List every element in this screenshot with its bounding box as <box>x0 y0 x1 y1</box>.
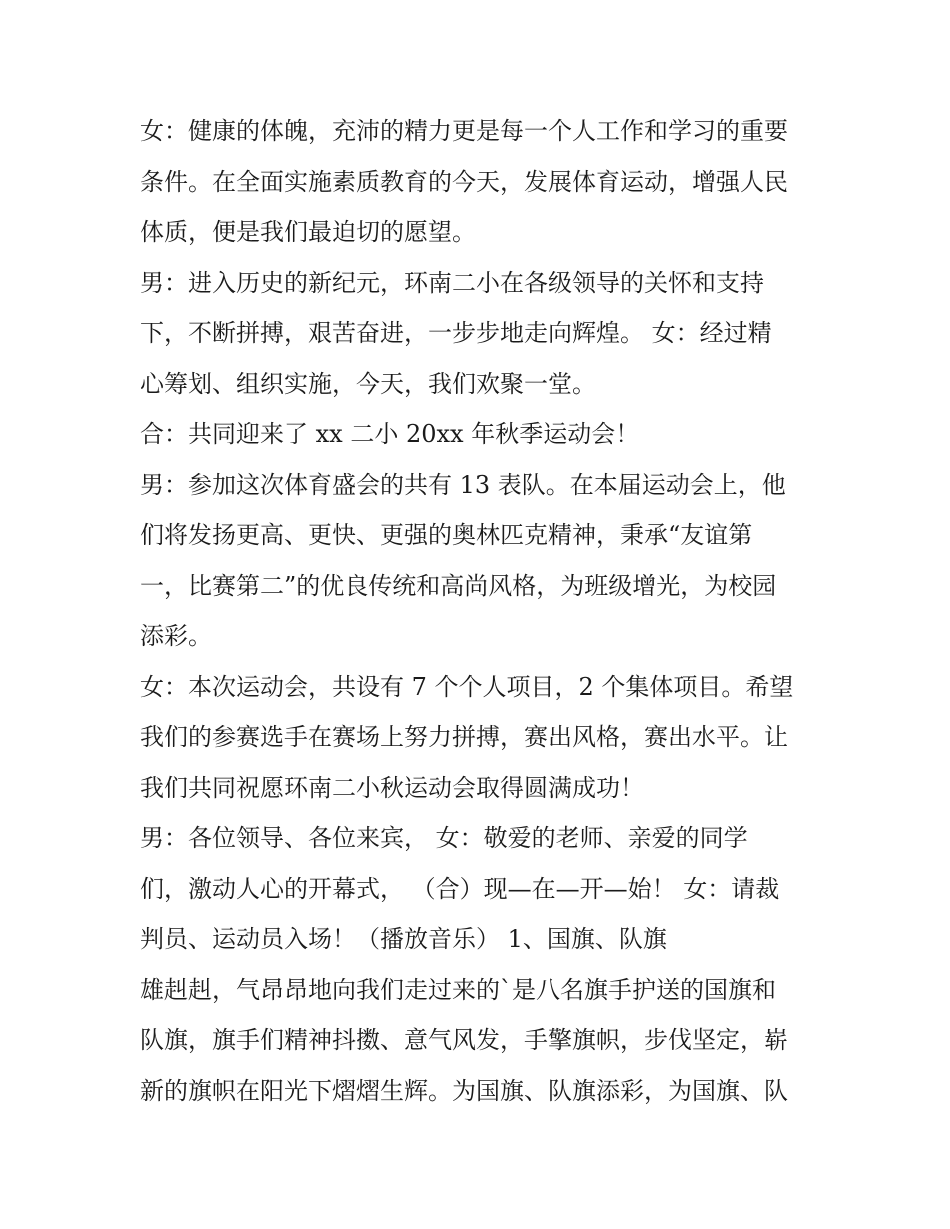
text-line: 体质，便是我们最迫切的愿望。 <box>140 218 476 246</box>
text-line: 男：各位领导、各位来宾， 女：敬爱的老师、亲爱的同学 <box>140 824 748 852</box>
text-line: 判员、运动员入场！（播放音乐） 1、国旗、队旗 <box>140 925 667 953</box>
text-line: 队旗，旗手们精神抖擞、意气风发，手擎旗帜，步伐坚定，崭 <box>140 1026 788 1054</box>
text-line: 女：健康的体魄，充沛的精力更是每一个人工作和学习的重要 <box>140 117 788 145</box>
text-line: 心筹划、组织实施，今天，我们欢聚一堂。 <box>140 370 596 398</box>
text-line: 合：共同迎来了 xx 二小 20xx 年秋季运动会！ <box>140 420 640 448</box>
text-line: 新的旗帜在阳光下熠熠生辉。为国旗、队旗添彩，为国旗、队 <box>140 1077 788 1105</box>
text-line: 女：本次运动会，共设有 7 个个人项目，2 个集体项目。希望 <box>140 673 794 701</box>
text-line: 雄赳赳，气昂昂地向我们走过来的`是八名旗手护送的国旗和 <box>140 976 776 1004</box>
text-line: 一，比赛第二”的优良传统和高尚风格，为班级增光，为校园 <box>140 572 777 600</box>
text-line: 们，激动人心的开幕式， （合）现—在—开—始！ 女：请裁 <box>140 875 780 903</box>
text-line: 男：参加这次体育盛会的共有 13 表队。在本届运动会上，他 <box>140 471 786 499</box>
text-line: 我们共同祝愿环南二小秋运动会取得圆满成功！ <box>140 774 644 802</box>
text-line: 我们的参赛选手在赛场上努力拼搏，赛出风格，赛出水平。让 <box>140 723 788 751</box>
text-line: 们将发扬更高、更快、更强的奥林匹克精神，秉承“友谊第 <box>140 521 753 549</box>
text-line: 男：进入历史的新纪元，环南二小在各级领导的关怀和支持 <box>140 269 764 297</box>
text-line: 添彩。 <box>140 622 212 650</box>
text-line: 条件。在全面实施素质教育的今天，发展体育运动，增强人民 <box>140 168 788 196</box>
text-line: 下，不断拼搏，艰苦奋进，一步步地走向辉煌。 女：经过精 <box>140 319 772 347</box>
